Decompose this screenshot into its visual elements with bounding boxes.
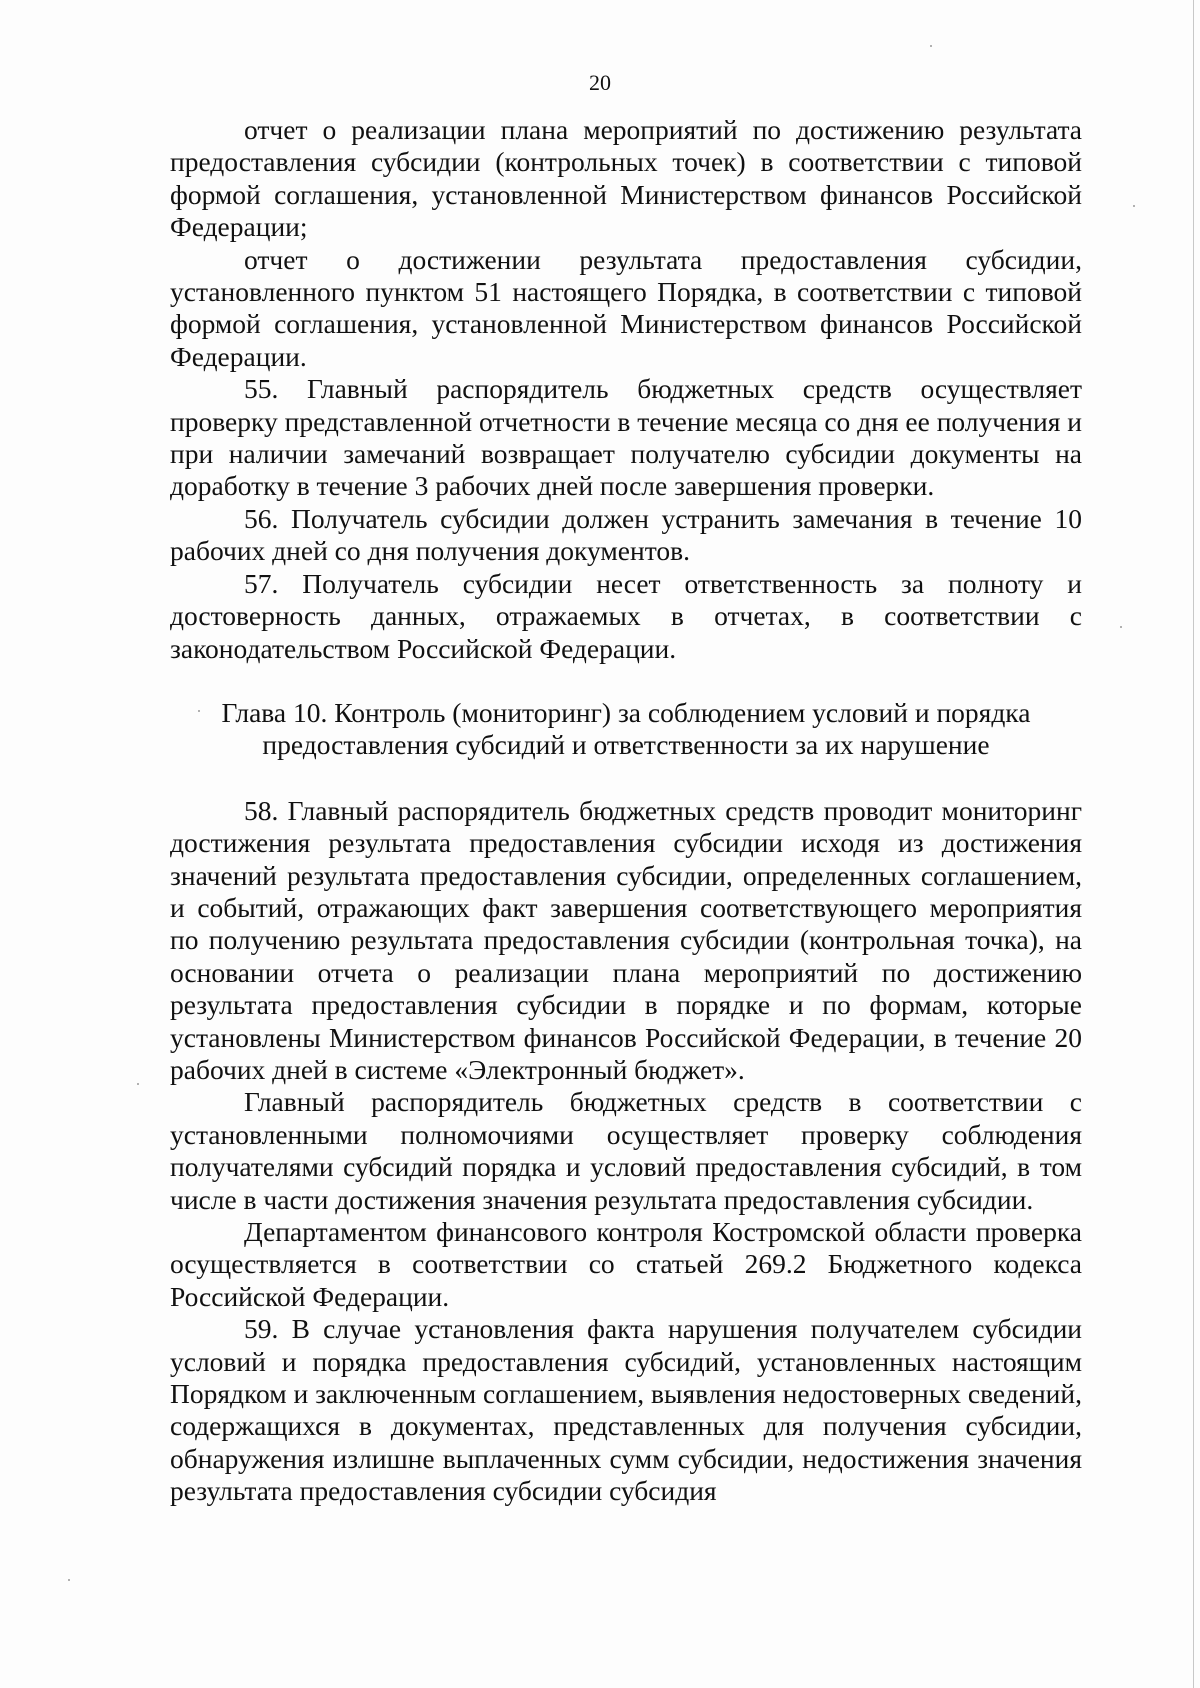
scan-edge-line (1193, 0, 1194, 1688)
chapter-heading-line-1: Глава 10. Контроль (мониторинг) за соблюдением условий и порядка (221, 696, 1031, 728)
document-body (170, 114, 1082, 1508)
scan-speck (137, 1083, 139, 1085)
scan-speck (1120, 626, 1122, 628)
paragraph-department-control: Департаментом финансового контроля Костромской области проверка осуществляется в соответствии со статьей 269.2 Бюджетного кодекса Российской Федерации. (170, 1216, 1082, 1312)
paragraph-main-administrator: Главный распорядитель бюджетных средств в соответствии с установленными полномочиями осуществляет проверку соблюдения получателями субсидий порядка и условий предоставления субсидий, в том числе в части достижения значения результата предоставления субсидии. (170, 1086, 1082, 1215)
scan-speck (68, 1579, 70, 1581)
chapter-heading (170, 697, 1082, 762)
scan-speck (930, 45, 932, 47)
paragraph-58: 58. Главный распорядитель бюджетных средств проводит мониторинг достижения результата предоставления субсидии исходя из достижения значений результата предоставления субсидии, определенных соглашением, и событий, отражающих факт завершения соответствующего мероприятия по получению результата предоставления субсидии (контрольная точка), на основании отчета о реализации плана мероприятий по достижению результата предоставления субсидии в порядке и по формам, которые установлены Министерством финансов Российской Федерации, в течение 20 рабочих дней в системе «Электронный бюджет». (170, 794, 1082, 1085)
paragraph-report-plan: отчет о реализации плана мероприятий по достижению результата предоставления субсидии (контрольных точек) в соответствии с типовой формой соглашения, установленной Министерством финансов Российской Федерации; (170, 114, 1082, 243)
paragraph-59: 59. В случае установления факта нарушения получателем субсидии условий и порядка предоставления субсидий, установленных настоящим Порядком и заключенным соглашением, выявления недостоверных сведений, содержащихся в документах, представленных для получения субсидии, обнаружения излишне выплаченных сумм субсидии, недостижения значения результата предоставления субсидии субсидия (170, 1313, 1082, 1507)
paragraph-56: 56. Получатель субсидии должен устранить замечания в течение 10 рабочих дней со дня получения документов. (170, 502, 1082, 567)
chapter-heading-line-2: предоставления субсидий и ответственности за их нарушение (262, 729, 990, 761)
paragraph-57: 57. Получатель субсидии несет ответственность за полноту и достоверность данных, отражаемых в отчетах, в соответствии с законодательством Российской Федерации. (170, 567, 1082, 664)
page-number: 20 (589, 70, 611, 95)
paragraph-55: 55. Главный распорядитель бюджетных средств осуществляет проверку представленной отчетности в течение месяца со дня ее получения и при наличии замечаний возвращает получателю субсидии документы на доработку в течение 3 рабочих дней после завершения проверки. (170, 373, 1082, 502)
scan-speck (1133, 205, 1135, 207)
paragraph-report-result: отчет о достижении результата предоставления субсидии, установленного пунктом 51 настоящего Порядка, в соответствии с типовой формой соглашения, установленной Министерством финансов Российской Федерации. (170, 243, 1082, 372)
scan-speck (198, 710, 200, 712)
